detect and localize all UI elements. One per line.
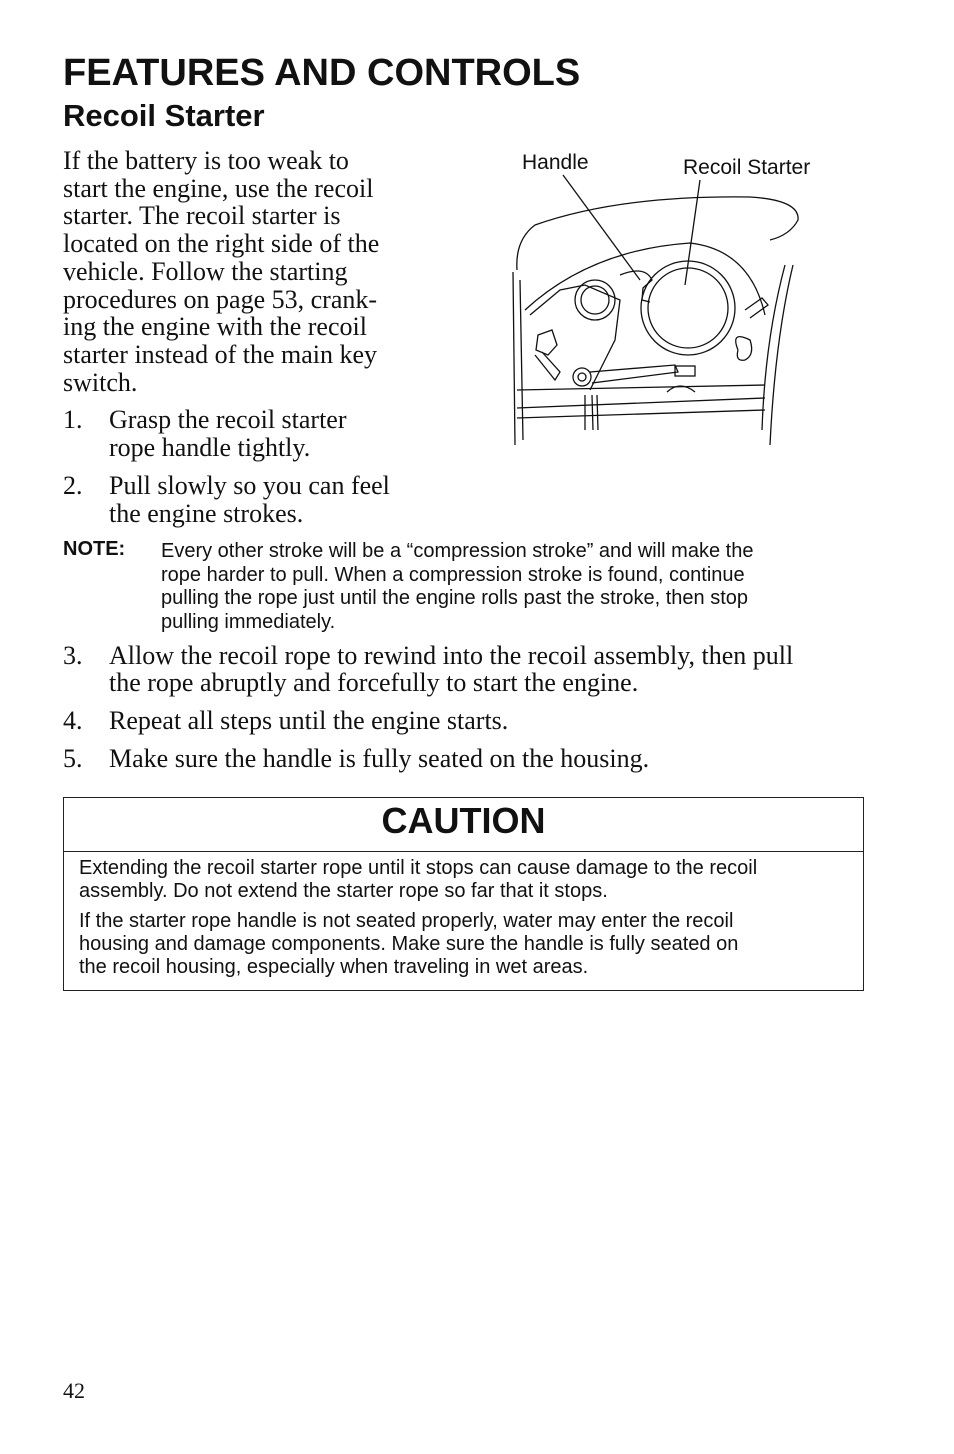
step-number: 4.	[63, 706, 83, 735]
step-text: Grasp the recoil starter	[109, 405, 347, 434]
note-line: pulling immediately.	[161, 611, 336, 633]
page-title: FEATURES AND CONTROLS	[63, 52, 581, 94]
caution-title: CAUTION	[64, 798, 863, 852]
caution-line: If the starter rope handle is not seated properly, water may enter the recoil	[79, 910, 734, 932]
step-number: 2.	[63, 471, 83, 500]
step-number: 5.	[63, 744, 83, 773]
step-text: Allow the recoil rope to rewind into the recoil assembly, then pull	[109, 641, 794, 670]
text-line: procedures on page 53, crank-	[63, 285, 378, 314]
note-line: rope harder to pull. When a compression stroke is found, continue	[161, 564, 745, 586]
step-number: 3.	[63, 641, 83, 670]
text-line: start the engine, use the recoil	[63, 174, 374, 203]
caution-line: the recoil housing, especially when traveling in wet areas.	[79, 956, 589, 978]
text-line: starter instead of the main key	[63, 340, 378, 369]
step-number: 1.	[63, 405, 83, 434]
caution-line: assembly. Do not extend the starter rope so far that it stops.	[79, 880, 608, 902]
note-line: pulling the rope just until the engine rolls past the stroke, then stop	[161, 587, 749, 609]
figure-label-handle: Handle	[522, 151, 589, 174]
step-text: Repeat all steps until the engine starts.	[109, 706, 509, 735]
text-line: If the battery is too weak to	[63, 146, 349, 175]
step-text: Make sure the handle is fully seated on the housing.	[109, 744, 650, 773]
text-line: ing the engine with the recoil	[63, 312, 367, 341]
page-number: 42	[63, 1378, 85, 1403]
step-text: Pull slowly so you can feel	[109, 471, 390, 500]
caution-line: housing and damage components. Make sure the handle is fully seated on	[79, 933, 739, 955]
text-line: located on the right side of the	[63, 229, 380, 258]
note-label: NOTE:	[63, 538, 126, 560]
step-text: the engine strokes.	[109, 499, 304, 528]
text-line: switch.	[63, 368, 138, 397]
engine-illustration	[500, 140, 850, 460]
step-text: rope handle tightly.	[109, 433, 311, 462]
caution-line: Extending the recoil starter rope until it stops can cause damage to the recoil	[79, 857, 758, 879]
step-text: the rope abruptly and forcefully to start the engine.	[109, 668, 639, 697]
text-line: vehicle. Follow the starting	[63, 257, 348, 286]
section-title: Recoil Starter	[63, 98, 265, 133]
caution-box	[63, 797, 864, 991]
figure-label-recoil-starter: Recoil Starter	[683, 156, 811, 179]
text-line: starter. The recoil starter is	[63, 201, 341, 230]
note-line: Every other stroke will be a “compression stroke” and will make the	[161, 540, 754, 562]
